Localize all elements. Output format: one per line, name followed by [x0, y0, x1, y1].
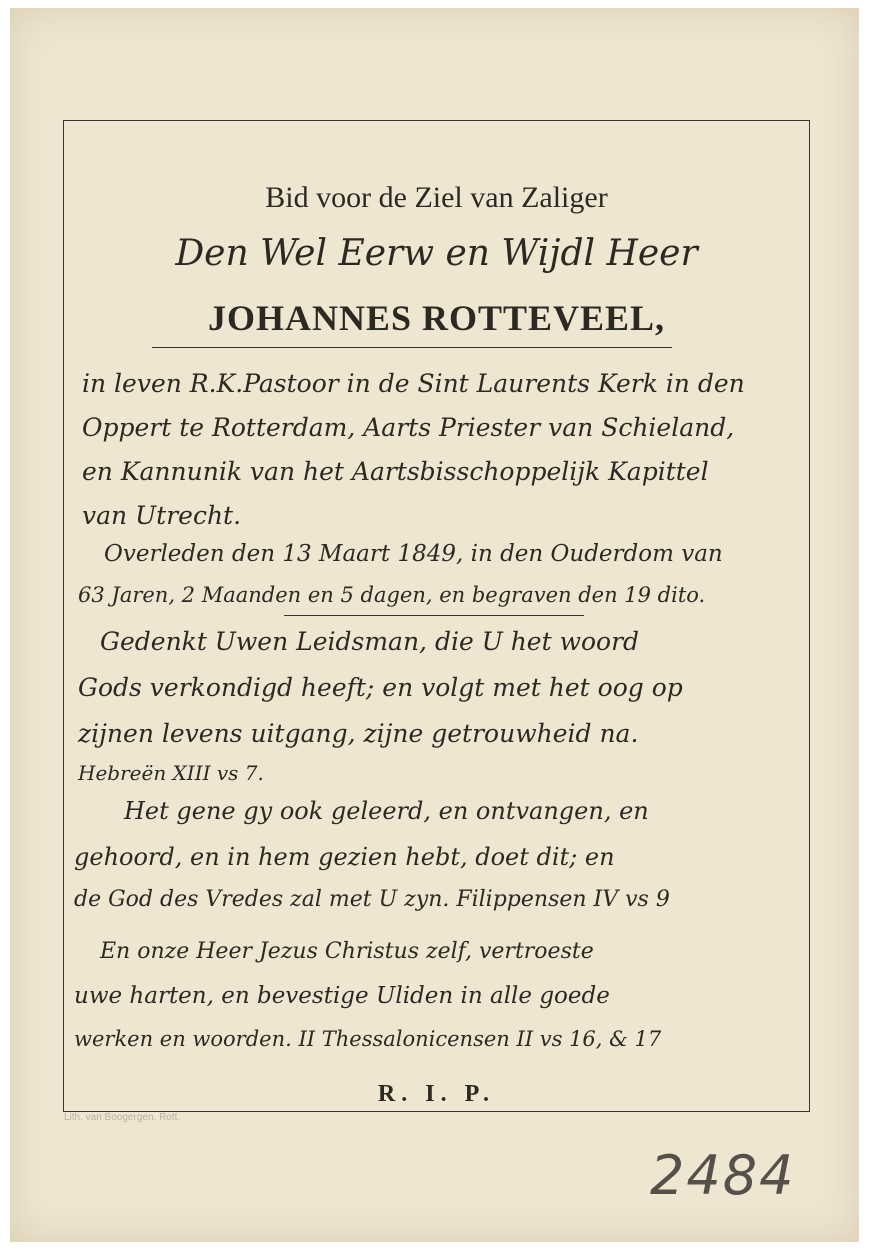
- prayer-heading: Bid voor de Ziel van Zaliger: [265, 181, 608, 214]
- biography-line-3: en Kannunik van het Aartsbisschoppelijk Kapittel: [82, 457, 709, 486]
- verse2-line-2: gehoord, en in hem gezien hebt, doet dit; en: [74, 843, 615, 871]
- death-line-2: 63 Jaren, 2 Maanden en 5 dagen, en begraven den 19 dito.: [78, 583, 706, 607]
- verse2-line-3: de God des Vredes zal met U zyn. Filippensen IV vs 9: [74, 887, 670, 912]
- lithographer-imprint: Lith. van Boogergen. Rott.: [64, 1112, 181, 1123]
- biography-line-2: Oppert te Rotterdam, Aarts Priester van Schieland,: [82, 413, 735, 442]
- rip-closing: R. I. P.: [377, 1081, 496, 1107]
- card-border-frame: [63, 120, 810, 1112]
- verse3-line-2: uwe harten, en bevestige Uliden in alle goede: [74, 983, 610, 1009]
- verse3-line-1: En onze Heer Jezus Christus zelf, vertroeste: [100, 939, 594, 964]
- verse1-reference: Hebreën XIII vs 7.: [78, 761, 264, 785]
- biography-line-4: van Utrecht.: [82, 501, 242, 530]
- name-underline: [152, 347, 672, 348]
- handwritten-catalog-number: 2484: [650, 1144, 796, 1207]
- verse1-line-2: Gods verkondigd heeft; en volgt met het oog op: [78, 673, 683, 702]
- memorial-card: [10, 8, 859, 1242]
- biography-line-1: in leven R.K.Pastoor in de Sint Laurents Kerk in den: [82, 369, 745, 398]
- death-line-1: Overleden den 13 Maart 1849, in den Ouderdom van: [104, 541, 723, 567]
- verse3-line-3: werken en woorden. II Thessalonicensen II vs 16, & 17: [74, 1027, 662, 1051]
- verse1-line-1: Gedenkt Uwen Leidsman, die U het woord: [100, 627, 640, 656]
- section-divider: [284, 615, 584, 616]
- verse1-line-3: zijnen levens uitgang, zijne getrouwheid na.: [78, 719, 639, 748]
- verse2-line-1: Het gene gy ook geleerd, en ontvangen, en: [124, 797, 649, 825]
- deceased-name: JOHANNES ROTTEVEEL,: [207, 298, 666, 338]
- honorific-title: Den Wel Eerw en Wijdl Heer: [175, 233, 698, 274]
